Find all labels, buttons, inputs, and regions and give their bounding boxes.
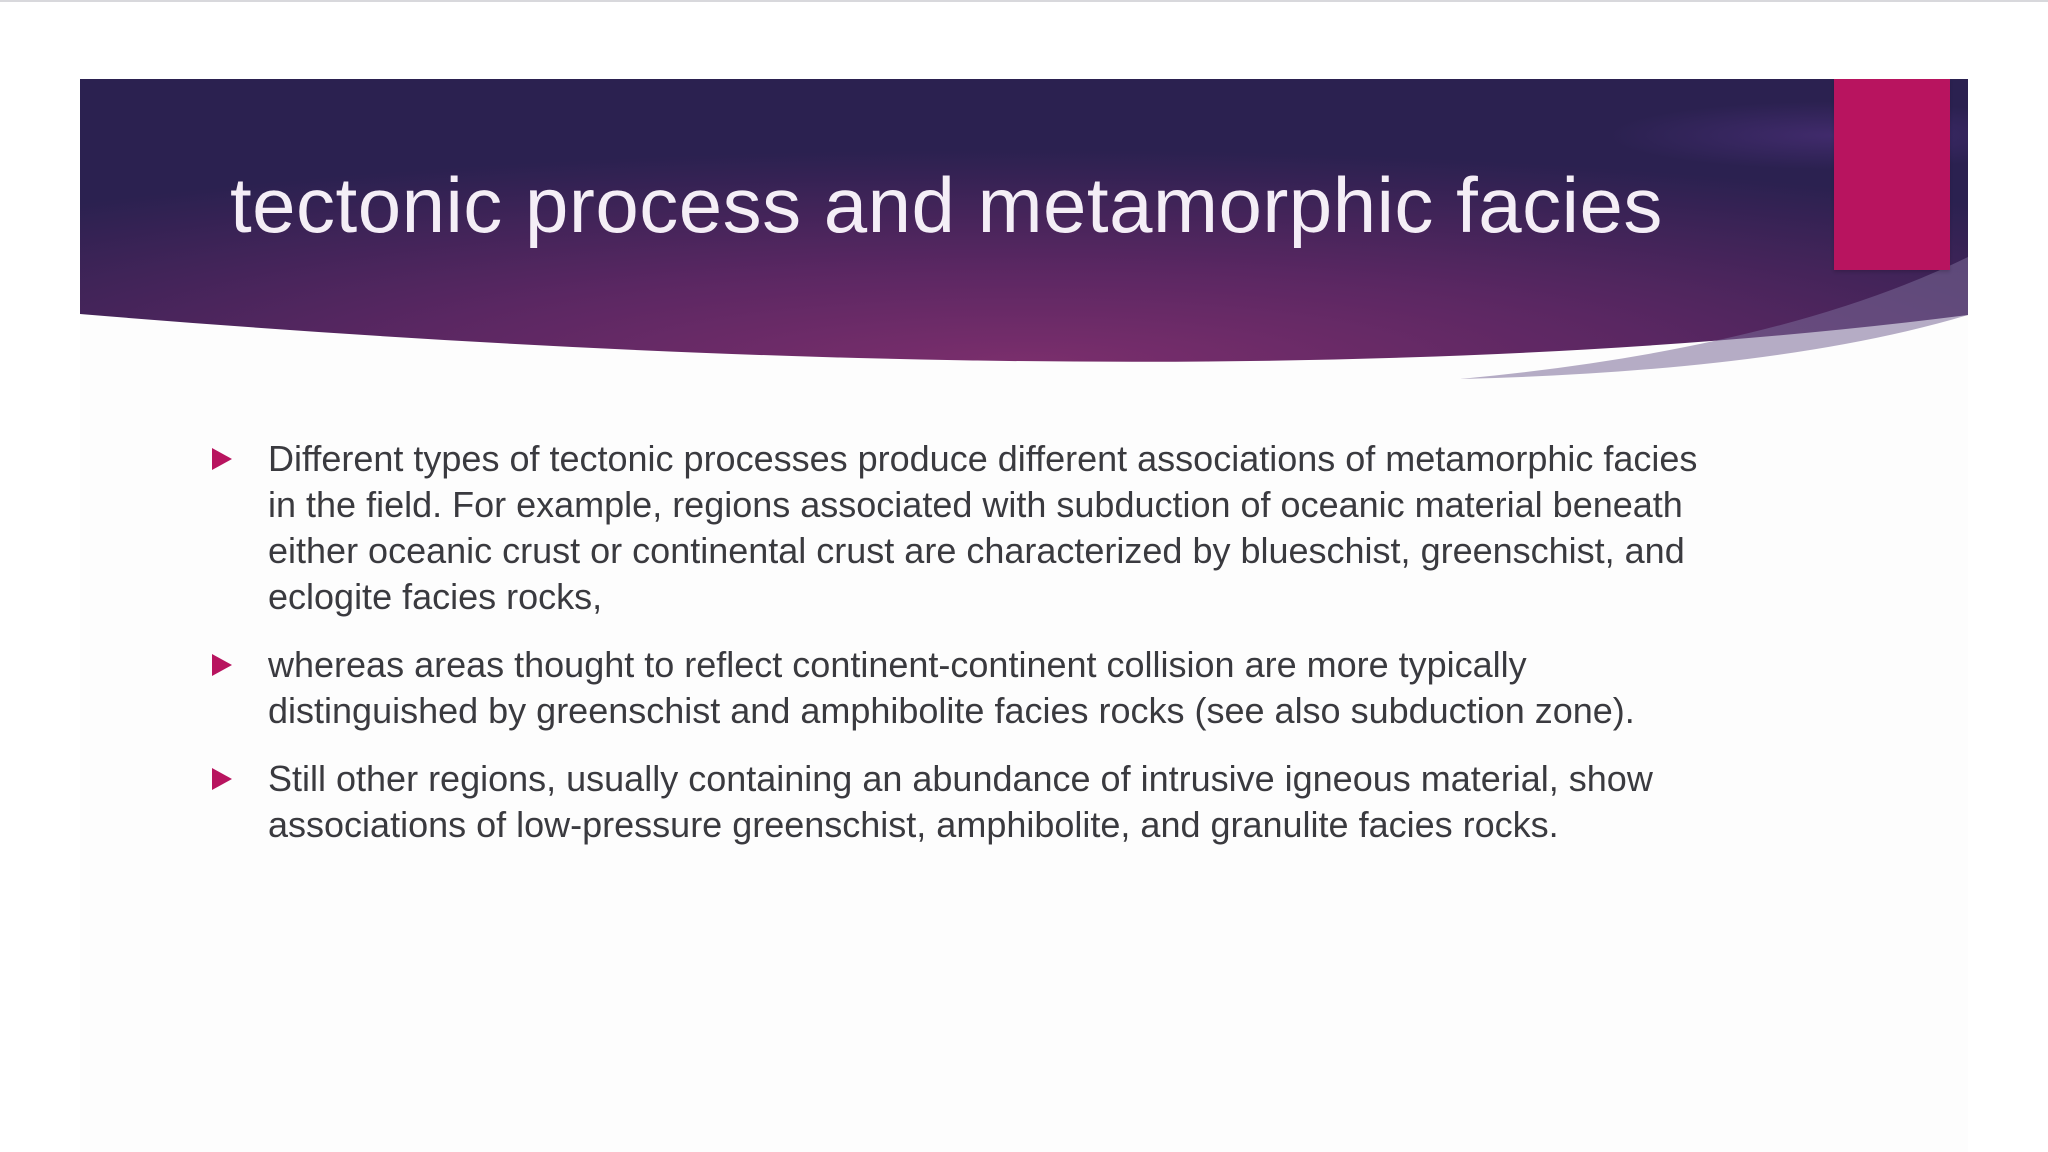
bullet-text: Still other regions, usually containing an abundance of intrusive igneous material, show associations of low-pressure greenschist, amphibolite, and granulite facies rocks. [268, 758, 1653, 845]
bullet-list [210, 436, 1730, 870]
bullet-text: Different types of tectonic processes produce different associations of metamorphic facies in the field. For example, regions associated with subduction of oceanic material beneath either oceanic crust or continental crust are characterized by blueschist, greenschist, and eclogite facies rocks, [268, 438, 1698, 617]
accent-tab [1834, 79, 1950, 270]
triangle-right-icon [210, 642, 238, 688]
bullet-text: whereas areas thought to reflect continent-continent collision are more typically distinguished by greenschist and amphibolite facies rocks (see also subduction zone). [268, 644, 1635, 731]
triangle-right-icon [210, 756, 238, 802]
slide-title: tectonic process and metamorphic facies [230, 161, 1663, 249]
slide-canvas [80, 79, 1968, 1152]
bullet-item [210, 756, 1730, 848]
triangle-right-icon [210, 436, 238, 482]
window-top-rule [0, 0, 2048, 2]
bullet-item [210, 436, 1730, 620]
bullet-item [210, 642, 1730, 734]
